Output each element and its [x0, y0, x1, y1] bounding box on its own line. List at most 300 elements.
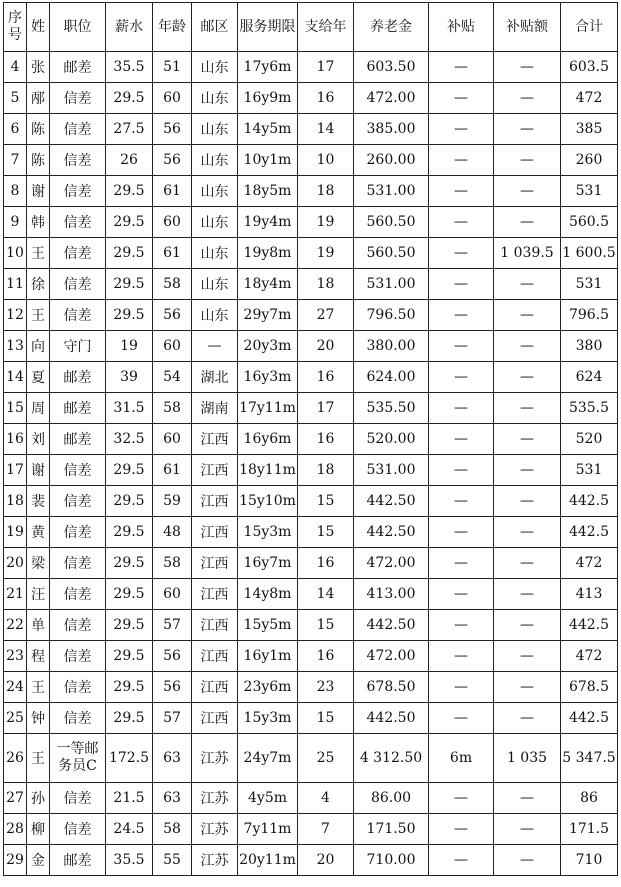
table-cell: 624.00: [354, 362, 429, 393]
table-cell: 29.5: [106, 517, 153, 548]
table-cell: 信差: [50, 145, 106, 176]
table-row: [4, 300, 618, 331]
table-cell: 29.5: [106, 455, 153, 486]
table-cell: —: [192, 331, 238, 362]
table-cell: 江西: [192, 548, 238, 579]
table-cell: 442.50: [354, 610, 429, 641]
table-cell: 56: [153, 672, 192, 703]
table-cell: 520.00: [354, 424, 429, 455]
table-cell: 江西: [192, 424, 238, 455]
table-cell: —: [494, 814, 561, 845]
table-cell: —: [494, 579, 561, 610]
table-cell: 57: [153, 610, 192, 641]
table-cell: —: [494, 83, 561, 114]
table-cell: 一等邮务员C: [50, 734, 106, 783]
table-cell: 413.00: [354, 579, 429, 610]
table-cell: 邮差: [50, 845, 106, 876]
table-cell: 57: [153, 703, 192, 734]
table-cell: 湖南: [192, 393, 238, 424]
table-cell: 20: [4, 548, 27, 579]
table-cell: —: [494, 269, 561, 300]
header-cell: 薪水: [106, 3, 153, 52]
table-cell: —: [429, 238, 494, 269]
table-cell: 邮差: [50, 52, 106, 83]
table-cell: 6m: [429, 734, 494, 783]
table-cell: 8: [4, 176, 27, 207]
header-cell: 职位: [50, 3, 106, 52]
table-cell: 29.5: [106, 672, 153, 703]
table-cell: 26: [106, 145, 153, 176]
table-cell: 11: [4, 269, 27, 300]
table-cell: 19: [298, 207, 354, 238]
table-cell: 24y7m: [238, 734, 298, 783]
table-cell: 60: [153, 424, 192, 455]
table-cell: —: [429, 703, 494, 734]
table-cell: 17y11m: [238, 393, 298, 424]
table-cell: 678.50: [354, 672, 429, 703]
table-cell: 信差: [50, 610, 106, 641]
table-cell: 531: [561, 269, 618, 300]
table-cell: 4y5m: [238, 783, 298, 814]
table-cell: 1 035: [494, 734, 561, 783]
table-cell: 58: [153, 548, 192, 579]
table-cell: 14y5m: [238, 114, 298, 145]
table-cell: 15: [298, 610, 354, 641]
table-cell: 531.00: [354, 269, 429, 300]
table-cell: 17: [298, 393, 354, 424]
table-cell: —: [429, 207, 494, 238]
table-cell: —: [429, 424, 494, 455]
table-row: [4, 52, 618, 83]
table-row: [4, 703, 618, 734]
header-cell: 支给年: [298, 3, 354, 52]
table-cell: 24: [4, 672, 27, 703]
table-cell: —: [429, 641, 494, 672]
table-row: [4, 548, 618, 579]
table-cell: 560.50: [354, 207, 429, 238]
table-cell: 17: [4, 455, 27, 486]
table-cell: 山东: [192, 114, 238, 145]
table-cell: 531.00: [354, 176, 429, 207]
table-cell: 江西: [192, 703, 238, 734]
table-cell: 56: [153, 114, 192, 145]
table-cell: 29.5: [106, 207, 153, 238]
table-cell: 35.5: [106, 845, 153, 876]
header-cell: 养老金: [354, 3, 429, 52]
table-cell: 29.5: [106, 641, 153, 672]
table-cell: 15: [298, 517, 354, 548]
table-cell: 39: [106, 362, 153, 393]
table-cell: 7: [4, 145, 27, 176]
table-cell: 23y6m: [238, 672, 298, 703]
table-cell: 442.50: [354, 703, 429, 734]
table-cell: 535.5: [561, 393, 618, 424]
table-cell: 湖北: [192, 362, 238, 393]
table-cell: 信差: [50, 486, 106, 517]
table-cell: 江西: [192, 579, 238, 610]
table-cell: 60: [153, 207, 192, 238]
table-cell: 信差: [50, 548, 106, 579]
table-cell: 信差: [50, 814, 106, 845]
table-cell: 16y9m: [238, 83, 298, 114]
table-cell: 560.5: [561, 207, 618, 238]
table-row: [4, 641, 618, 672]
table-header: [4, 3, 618, 52]
table-row: [4, 362, 618, 393]
table-cell: 29.5: [106, 548, 153, 579]
table-cell: 10: [298, 145, 354, 176]
table-cell: 山东: [192, 300, 238, 331]
table-cell: —: [429, 548, 494, 579]
table-cell: —: [494, 783, 561, 814]
table-cell: 54: [153, 362, 192, 393]
table-cell: 27.5: [106, 114, 153, 145]
table-cell: 20y11m: [238, 845, 298, 876]
table-cell: 信差: [50, 672, 106, 703]
table-cell: 山东: [192, 176, 238, 207]
table-cell: 61: [153, 238, 192, 269]
table-row: [4, 114, 618, 145]
table-cell: 16: [298, 641, 354, 672]
table-cell: —: [429, 610, 494, 641]
table-cell: 18y11m: [238, 455, 298, 486]
table-cell: 单: [27, 610, 50, 641]
table-cell: —: [429, 486, 494, 517]
table-cell: 黄: [27, 517, 50, 548]
table-cell: —: [494, 548, 561, 579]
table-cell: 27: [4, 783, 27, 814]
header-row: [4, 3, 618, 52]
table-cell: 29.5: [106, 300, 153, 331]
table-row: [4, 269, 618, 300]
table-cell: 王: [27, 672, 50, 703]
table-cell: —: [429, 83, 494, 114]
table-cell: 邮差: [50, 393, 106, 424]
table-cell: 60: [153, 83, 192, 114]
table-cell: 10: [4, 238, 27, 269]
table-cell: 560.50: [354, 238, 429, 269]
table-cell: 61: [153, 176, 192, 207]
table-cell: 86: [561, 783, 618, 814]
table-cell: 18y5m: [238, 176, 298, 207]
table-cell: 56: [153, 300, 192, 331]
table-cell: —: [494, 52, 561, 83]
table-cell: 16y3m: [238, 362, 298, 393]
table-cell: 江苏: [192, 845, 238, 876]
table-cell: —: [429, 517, 494, 548]
table-cell: —: [429, 579, 494, 610]
table-cell: 23: [298, 672, 354, 703]
table-cell: 19: [4, 517, 27, 548]
table-row: [4, 579, 618, 610]
table-cell: 16: [298, 362, 354, 393]
table-cell: 信差: [50, 783, 106, 814]
table-cell: 86.00: [354, 783, 429, 814]
table-cell: 陈: [27, 114, 50, 145]
table-cell: 金: [27, 845, 50, 876]
table-cell: 59: [153, 486, 192, 517]
table-cell: 15y10m: [238, 486, 298, 517]
table-cell: 14: [4, 362, 27, 393]
table-cell: 16: [4, 424, 27, 455]
table-cell: 25: [298, 734, 354, 783]
table-cell: 472: [561, 83, 618, 114]
table-cell: 29.5: [106, 486, 153, 517]
table-cell: 5 347.5: [561, 734, 618, 783]
table-cell: 王: [27, 734, 50, 783]
table-cell: 796.5: [561, 300, 618, 331]
table-cell: —: [494, 845, 561, 876]
table-cell: 14y8m: [238, 579, 298, 610]
table-cell: —: [429, 845, 494, 876]
table-cell: 江西: [192, 610, 238, 641]
table-cell: 472.00: [354, 83, 429, 114]
table-cell: 531: [561, 176, 618, 207]
table-cell: 徐: [27, 269, 50, 300]
table-cell: 山东: [192, 83, 238, 114]
table-cell: 21.5: [106, 783, 153, 814]
header-cell: 姓: [27, 3, 50, 52]
table-cell: 710: [561, 845, 618, 876]
table-cell: 江苏: [192, 814, 238, 845]
table-cell: 汪: [27, 579, 50, 610]
table-cell: 17: [298, 52, 354, 83]
header-cell: 年龄: [153, 3, 192, 52]
table-cell: 裴: [27, 486, 50, 517]
table-cell: 15: [298, 703, 354, 734]
table-cell: 陈: [27, 145, 50, 176]
table-cell: —: [494, 145, 561, 176]
table-cell: 472.00: [354, 548, 429, 579]
table-cell: 29.5: [106, 579, 153, 610]
table-cell: 孙: [27, 783, 50, 814]
table-cell: 172.5: [106, 734, 153, 783]
pension-table: [3, 2, 618, 876]
table-cell: —: [494, 362, 561, 393]
table-cell: —: [494, 393, 561, 424]
table-cell: 16: [298, 548, 354, 579]
table-cell: 夏: [27, 362, 50, 393]
table-row: [4, 517, 618, 548]
table-cell: 29y7m: [238, 300, 298, 331]
table-cell: 山东: [192, 145, 238, 176]
table-cell: —: [429, 783, 494, 814]
table-cell: 1 600.5: [561, 238, 618, 269]
table-cell: 18: [298, 269, 354, 300]
table-cell: 16y6m: [238, 424, 298, 455]
table-cell: 4 312.50: [354, 734, 429, 783]
table-row: [4, 734, 618, 783]
table-cell: 信差: [50, 579, 106, 610]
table-cell: 15: [4, 393, 27, 424]
table-cell: 29.5: [106, 83, 153, 114]
table-cell: 16: [298, 424, 354, 455]
table-cell: 江西: [192, 517, 238, 548]
table-cell: 22: [4, 610, 27, 641]
table-cell: —: [494, 114, 561, 145]
table-row: [4, 83, 618, 114]
table-cell: —: [494, 641, 561, 672]
table-cell: 531: [561, 455, 618, 486]
table-cell: 520: [561, 424, 618, 455]
table-cell: 14: [298, 114, 354, 145]
table-cell: 442.5: [561, 517, 618, 548]
table-cell: —: [494, 517, 561, 548]
table-cell: 5: [4, 83, 27, 114]
table-cell: 60: [153, 331, 192, 362]
table-cell: 山东: [192, 207, 238, 238]
table-cell: 442.5: [561, 486, 618, 517]
table-cell: 4: [4, 52, 27, 83]
table-row: [4, 455, 618, 486]
table-cell: 28: [4, 814, 27, 845]
table-cell: 710.00: [354, 845, 429, 876]
table-cell: 678.5: [561, 672, 618, 703]
table-cell: 16y1m: [238, 641, 298, 672]
table-cell: 10y1m: [238, 145, 298, 176]
table-cell: —: [494, 672, 561, 703]
table-cell: 29.5: [106, 176, 153, 207]
table-cell: 江西: [192, 672, 238, 703]
table-cell: 56: [153, 641, 192, 672]
table-cell: —: [494, 300, 561, 331]
table-cell: 程: [27, 641, 50, 672]
table-cell: 4: [298, 783, 354, 814]
table-cell: 15y5m: [238, 610, 298, 641]
table-cell: 柳: [27, 814, 50, 845]
table-cell: 29: [4, 845, 27, 876]
table-cell: —: [429, 176, 494, 207]
table-cell: 55: [153, 845, 192, 876]
table-cell: 472: [561, 548, 618, 579]
table-cell: —: [494, 331, 561, 362]
table-cell: 385: [561, 114, 618, 145]
table-row: [4, 424, 618, 455]
table-cell: —: [494, 424, 561, 455]
table-cell: 29.5: [106, 703, 153, 734]
table-cell: 15y3m: [238, 517, 298, 548]
table-cell: 24.5: [106, 814, 153, 845]
table-cell: 63: [153, 783, 192, 814]
table-row: [4, 331, 618, 362]
table-cell: 51: [153, 52, 192, 83]
table-cell: —: [494, 207, 561, 238]
table-cell: —: [429, 114, 494, 145]
header-cell: 补贴: [429, 3, 494, 52]
table-body: [4, 52, 618, 876]
table-cell: 63: [153, 734, 192, 783]
table-cell: 442.50: [354, 517, 429, 548]
table-cell: 18: [298, 176, 354, 207]
table-cell: 20y3m: [238, 331, 298, 362]
table-cell: 19: [106, 331, 153, 362]
table-cell: 信差: [50, 455, 106, 486]
table-cell: 江西: [192, 641, 238, 672]
table-row: [4, 176, 618, 207]
table-cell: 邴: [27, 83, 50, 114]
table-cell: 19y8m: [238, 238, 298, 269]
table-cell: 1 039.5: [494, 238, 561, 269]
table-cell: 19: [298, 238, 354, 269]
table-cell: 60: [153, 579, 192, 610]
table-cell: 钟: [27, 703, 50, 734]
table-cell: 472: [561, 641, 618, 672]
table-cell: —: [429, 300, 494, 331]
table-cell: 江苏: [192, 783, 238, 814]
table-cell: 邮差: [50, 424, 106, 455]
table-cell: 王: [27, 238, 50, 269]
table-cell: 26: [4, 734, 27, 783]
table-cell: 江苏: [192, 734, 238, 783]
table-cell: 信差: [50, 176, 106, 207]
table-cell: 380.00: [354, 331, 429, 362]
table-cell: 29.5: [106, 610, 153, 641]
header-cell: 序号: [4, 3, 27, 52]
table-cell: —: [429, 455, 494, 486]
table-cell: 信差: [50, 703, 106, 734]
table-cell: 603.50: [354, 52, 429, 83]
table-cell: 20: [298, 845, 354, 876]
table-cell: —: [429, 814, 494, 845]
table-row: [4, 238, 618, 269]
table-cell: 信差: [50, 83, 106, 114]
table-row: [4, 783, 618, 814]
table-cell: 58: [153, 814, 192, 845]
table-cell: 邮差: [50, 362, 106, 393]
header-cell: 服务期限: [238, 3, 298, 52]
table-cell: 张: [27, 52, 50, 83]
table-cell: 19y4m: [238, 207, 298, 238]
table-cell: 260: [561, 145, 618, 176]
table-cell: 624: [561, 362, 618, 393]
table-cell: 周: [27, 393, 50, 424]
table-cell: 442.50: [354, 486, 429, 517]
table-row: [4, 672, 618, 703]
table-row: [4, 207, 618, 238]
table-cell: 信差: [50, 641, 106, 672]
table-cell: 48: [153, 517, 192, 548]
table-cell: —: [494, 703, 561, 734]
table-cell: —: [429, 672, 494, 703]
table-cell: 58: [153, 269, 192, 300]
header-cell: 邮区: [192, 3, 238, 52]
table-row: [4, 145, 618, 176]
table-cell: 13: [4, 331, 27, 362]
table-cell: 413: [561, 579, 618, 610]
table-cell: 信差: [50, 207, 106, 238]
table-cell: —: [429, 331, 494, 362]
table-cell: —: [494, 486, 561, 517]
table-cell: 385.00: [354, 114, 429, 145]
table-cell: 山东: [192, 269, 238, 300]
table-row: [4, 393, 618, 424]
table-cell: 61: [153, 455, 192, 486]
table-cell: 603.5: [561, 52, 618, 83]
table-cell: 王: [27, 300, 50, 331]
table-cell: 32.5: [106, 424, 153, 455]
table-cell: 15: [298, 486, 354, 517]
table-cell: 535.50: [354, 393, 429, 424]
table-cell: 14: [298, 579, 354, 610]
table-cell: —: [429, 362, 494, 393]
table-cell: —: [494, 455, 561, 486]
table-cell: 信差: [50, 517, 106, 548]
table-cell: 531.00: [354, 455, 429, 486]
table-cell: 12: [4, 300, 27, 331]
table-cell: 20: [298, 331, 354, 362]
table-row: [4, 845, 618, 876]
table-cell: 27: [298, 300, 354, 331]
